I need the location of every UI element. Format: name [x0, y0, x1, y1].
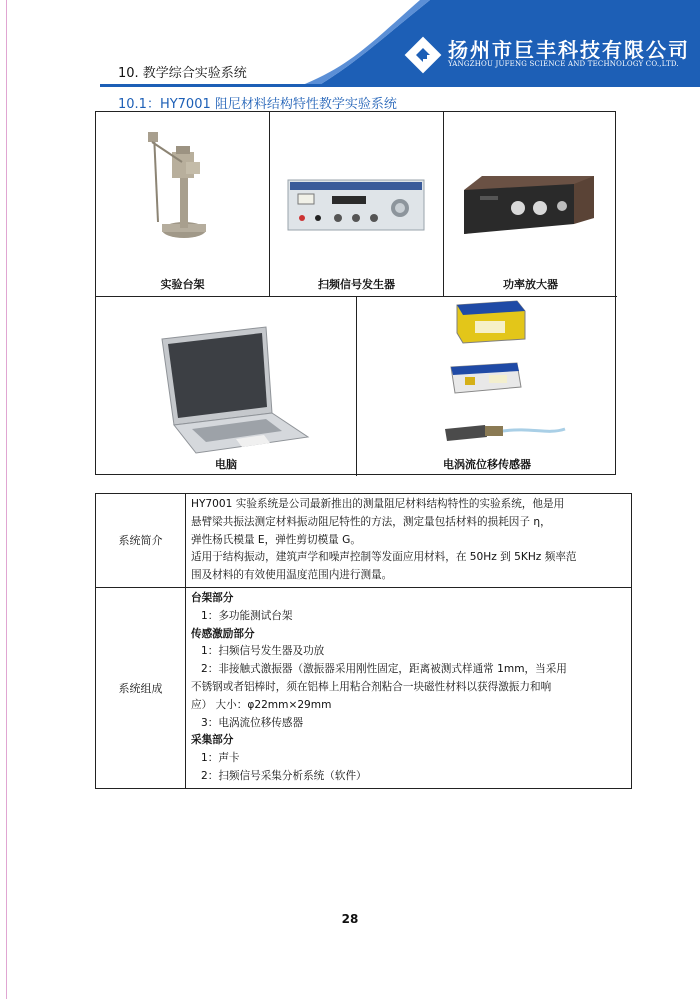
- photo-cell: [96, 112, 270, 297]
- photo-caption: 实验台架: [160, 278, 205, 291]
- test-stand-photo: [96, 112, 270, 277]
- composition-heading: 台架部分: [191, 591, 234, 604]
- company-logo-icon: [404, 36, 442, 74]
- composition-heading: 传感激励部分: [191, 627, 255, 640]
- section-title: 10.1：HY7001 阻尼材料结构特性教学实验系统: [118, 97, 397, 112]
- photo-cell: [357, 297, 617, 476]
- composition-line: 2：扫频信号采集分析系统（软件）: [201, 769, 367, 782]
- margin-line: [6, 0, 7, 999]
- intro-line: 弹性杨氏模量 E，弹性剪切模量 G。: [191, 533, 361, 546]
- intro-body: [186, 494, 631, 587]
- intro-line: HY7001 实验系统是公司最新推出的测量阻尼材料结构特性的实验系统，他是用: [191, 498, 565, 510]
- power-amplifier-photo: [444, 112, 617, 277]
- eddy-sensor-photo: [357, 297, 617, 457]
- composition-line: 2：非接触式激振器（激振器采用刚性固定，距离被测式样通常 1mm，当采用: [201, 663, 567, 676]
- photo-caption: 功率放大器: [503, 278, 558, 291]
- composition-line: 3：电涡流位移传感器: [201, 716, 304, 729]
- photo-cell: [96, 297, 357, 476]
- composition-line: 1：扫频信号发生器及功放: [201, 645, 325, 658]
- composition-row: [96, 588, 631, 788]
- photo-caption: 电脑: [215, 458, 237, 471]
- intro-row: [96, 494, 631, 588]
- photo-caption: 扫频信号发生器: [318, 278, 395, 291]
- intro-line: 适用于结构振动，建筑声学和噪声控制等发面应用材料，在 50Hz 到 5KHz 频率范: [191, 551, 577, 564]
- composition-line: 不锈钢或者铝棒时，须在铝棒上用粘合剂粘合一块磁性材料以获得激振力和响: [191, 680, 552, 693]
- company-name: 扬州市巨丰科技有限公司: [448, 38, 690, 62]
- page-number: 28: [341, 912, 359, 926]
- header-rule: [100, 84, 700, 87]
- intro-line: 悬臂梁共振法测定材料振动阻尼特性的方法，测定量包括材料的损耗因子 η，: [191, 515, 551, 528]
- chapter-title: 10. 教学综合实验系统: [118, 66, 247, 81]
- laptop-photo: [96, 297, 357, 457]
- photo-cell: [270, 112, 444, 297]
- composition-line: 应） 大小：φ22mm×29mm: [191, 698, 332, 711]
- composition-line: 1：多功能测试台架: [201, 609, 293, 622]
- composition-heading: 采集部分: [191, 734, 234, 747]
- intro-label: 系统简介: [96, 494, 186, 587]
- composition-line: 1：声卡: [201, 752, 240, 765]
- company-logo: [404, 34, 694, 78]
- photo-table: [95, 111, 616, 475]
- company-name-en: YANGZHOU JUFENG SCIENCE AND TECHNOLOGY CO.,LTD.: [448, 60, 679, 68]
- signal-generator-photo: [270, 112, 444, 277]
- photo-caption: 电涡流位移传感器: [443, 458, 531, 471]
- composition-body: [186, 588, 631, 788]
- photo-cell: [444, 112, 617, 297]
- composition-label: 系统组成: [96, 588, 186, 788]
- intro-line: 围及材料的有效使用温度范围内进行测量。: [191, 569, 393, 582]
- info-table: [95, 493, 632, 789]
